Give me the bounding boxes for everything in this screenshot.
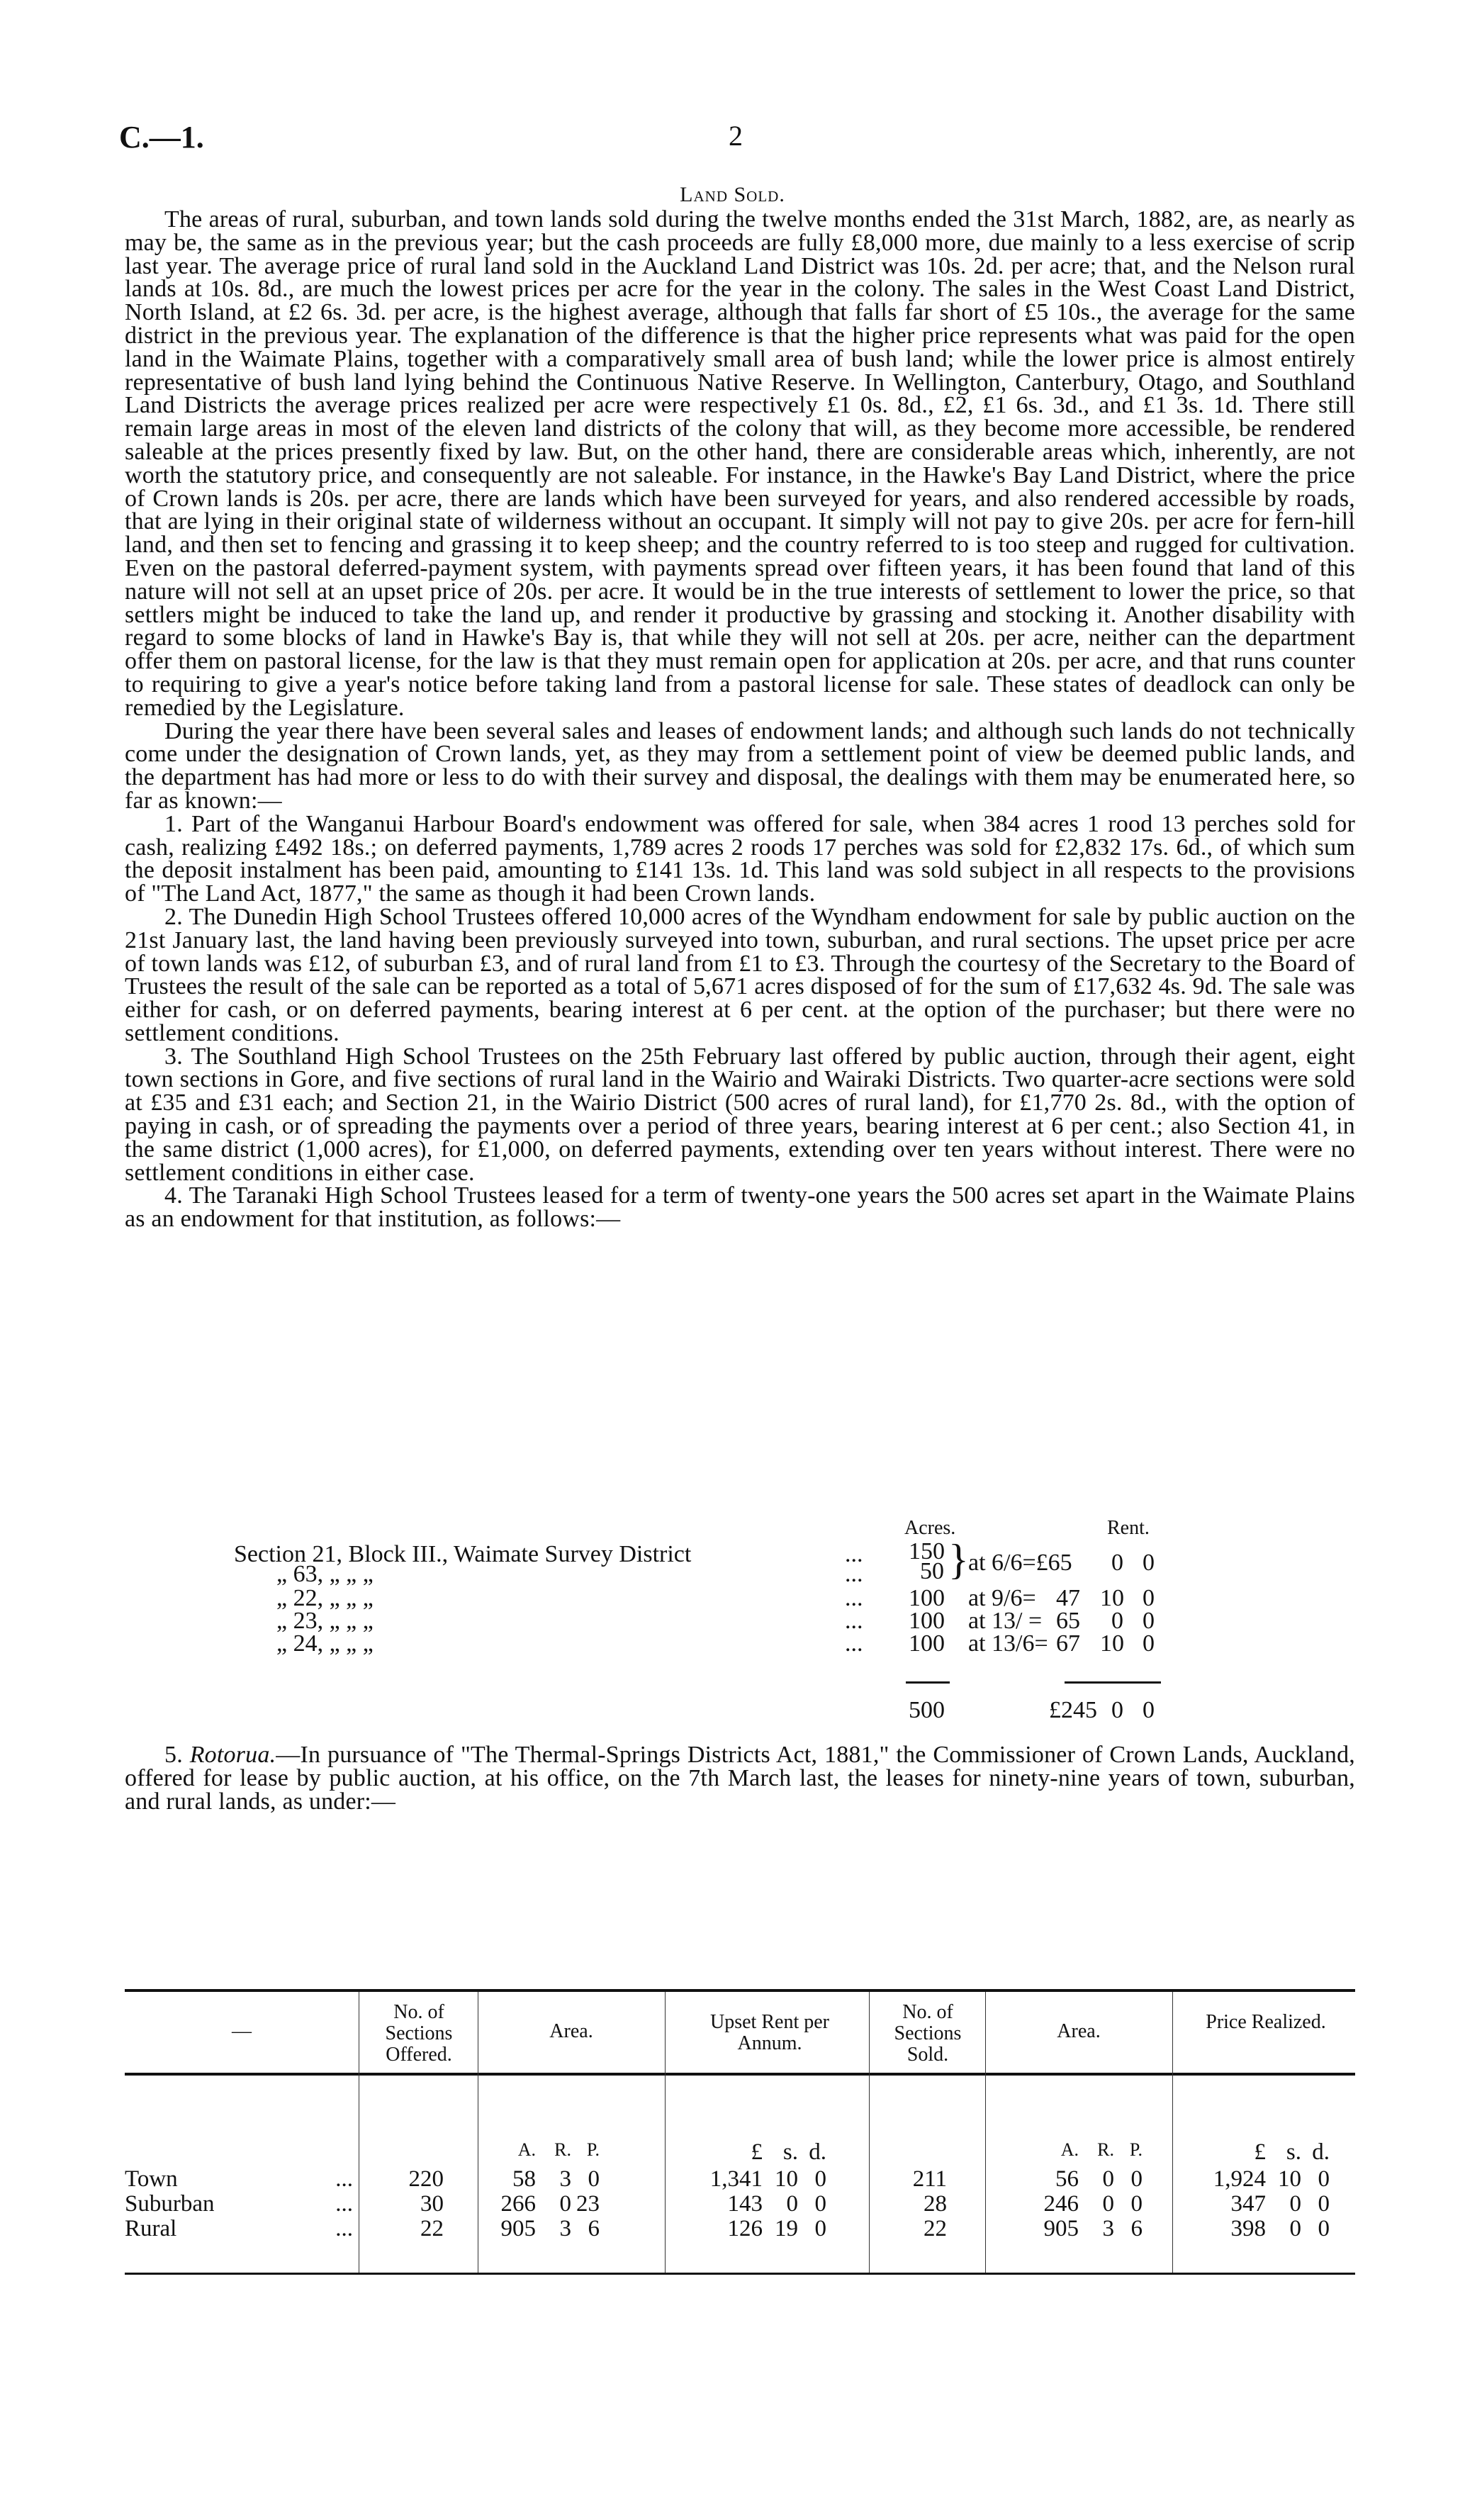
rent-value: 0	[814, 2216, 826, 2241]
acres-value: 100	[909, 1608, 945, 1634]
acres-header: Acres.	[904, 1517, 956, 1539]
unit-label: A.	[517, 2139, 536, 2160]
sold-area-value: 0	[1102, 2166, 1114, 2192]
total-pence: 0	[1143, 1697, 1155, 1723]
sections-offered: 30	[420, 2191, 444, 2217]
price-value: 10	[1278, 2166, 1301, 2192]
leader-dots: ...	[845, 1608, 863, 1634]
brace: }	[948, 1536, 969, 1583]
sections-sold: 211	[912, 2166, 947, 2192]
sections-sold: 28	[924, 2191, 947, 2217]
area-value: 0	[559, 2191, 571, 2217]
column-divider	[665, 1992, 666, 2273]
rent-value: 10	[775, 2166, 798, 2192]
item-dunedin: 2. The Dunedin High School Trustees offered 10,000 acres of the Wyndham endowment for sale by public auction on the 21st January last, the land having been previously surveyed into town, suburban, and rural sections. The upset price per acre of town lands was £12, of suburban £3, and of rural land from £1 to £3. Through the courtesy of the Secretary to the Board of Trustees the result of the sale can be reported as a total of 5,671 acres disposed of for the sum of £17,632 4s. 9d. The sale was either for cash, or on deferred payments, bearing interest at 6 per cent. at the option of the purchaser; but there were no settlement conditions.	[125, 903, 1355, 1046]
total-pounds: £245	[1049, 1697, 1097, 1723]
row-label: Rural	[125, 2216, 177, 2241]
rate: at 13/ =	[968, 1608, 1043, 1634]
header-rule	[125, 2073, 1355, 2076]
total-acres: 500	[909, 1697, 945, 1723]
unit-label: £	[751, 2139, 763, 2165]
sections-sold: 22	[924, 2216, 947, 2241]
paragraph-land-sold: The areas of rural, suburban, and town lands sold during the twelve months ended the 31st March, 1882, are, as nearly as may be, the same as in the previous year; but the cash proceeds are fully £8,000 more, due mainly to a less exercise of scrip last year. The average price of rural land sold in the Auckland Land District was 10s. 2d. per acre; that, and the Nelson rural lands at 10s. 8d., are much the lowest prices per acre for the year in the colony. The sales in the West Coast Land District, North Island, at £2 6s. 3d. per acre, is the highest average, although that falls far short of £5 10s., the average for the same district in the previous year. The explanation of the difference is that the higher price represents what was paid for the open land in the Waimate Plains, together with a comparatively small area of bush land; while the lower price is almost entirely representative of bush land lying behind the Continuous Native Reserve. In Wellington, Canterbury, Otago, and Southland Land Districts the average prices realized per acre were respectively £1 0s. 8d., £2, £1 6s. 3d., and £1 3s. 1d. There still remain large areas in most of the eleven land districts of the colony that will, as they become more accessible, be rendered saleable at the prices presently fixed by law. But, on the other hand, there are considerable areas which, inherently, are not worth the statutory price, and consequently are not saleable. For instance, in the Hawke's Bay Land District, where the price of Crown lands is 20s. per acre, there are lands which have been surveyed for years, and also rendered accessible by roads, that are lying in their original state of wilderness without an occupant. It simply will not pay to give 20s. per acre for fern-hill land, and then set to fencing and grassing it to keep sheep; and the country referred to is too steep and rugged for cultivation. Even on the pastoral deferred-payment system, with payments spread over fifteen years, it has been found that land of this nature will not sell at an upset price of 20s. per acre. It would be in the true interests of settlement to lower the price, so that settlers might be induced to take the land up, and render it productive by grassing and stocking it. Another disability with regard to some blocks of land in Hawke's Bay is, that while they will not sell at 20s. per acre, neither can the department offer them on pastoral license, for the law is that they must remain open for application at 20s. per acre, and that runs counter to requiring to give a year's notice before taking land from a pastoral license for sale. These states of deadlock can only be remedied by the Legislature.	[125, 206, 1355, 721]
rent-pence: 0	[1143, 1630, 1155, 1657]
sold-area-value: 56	[1055, 2166, 1079, 2192]
unit-label: A.	[1060, 2139, 1079, 2160]
item-text: —In pursuance of "The Thermal-Springs Districts Act, 1881," the Commissioner of Crown Lands, Auckland, offered for lease by public auction, at his office, on the 7th March last, the leases for ninety-nine years of town, suburban, and rural lands, as under:—	[125, 1742, 1355, 1815]
leader-dots: ...	[335, 2166, 353, 2192]
unit-label: £	[1254, 2139, 1266, 2165]
section-title: Land Sold.	[680, 183, 785, 206]
unit-label: P.	[1129, 2139, 1143, 2160]
rent-value: 1,341	[709, 2166, 763, 2192]
sections-offered: 220	[408, 2166, 444, 2192]
paragraph-endowment-lands: During the year there have been several sales and leases of endowment lands; and although such lands do not technically come under the designation of Crown lands, yet, as they may from a settlement point of view be deemed public lands, and the department has had more or less to do with their survey and disposal, the dealings with them may be enumerated here, so far as known:—	[125, 717, 1355, 814]
table-bottom-rule	[125, 2273, 1355, 2275]
body-text	[125, 208, 1355, 1231]
header-upset-rent: Upset Rent per Annum.	[710, 2011, 829, 2054]
area-value: 3	[559, 2166, 571, 2192]
sold-area-value: 6	[1130, 2216, 1143, 2241]
rent-value: 19	[775, 2216, 798, 2241]
unit-label: s.	[782, 2139, 798, 2165]
acres-value: 50	[920, 1558, 944, 1584]
sold-area-value: 905	[1043, 2216, 1079, 2241]
acres-value: 100	[909, 1585, 945, 1611]
header-sections-offered: No. of Sections Offered.	[385, 2001, 453, 2066]
leader-dots: ...	[335, 2191, 353, 2217]
price-value: 0	[1318, 2216, 1330, 2241]
rent-shillings: 10	[1100, 1630, 1124, 1657]
item-southland: 3. The Southland High School Trustees on the 25th February last offered by public auction, through their agent, eight town sections in Gore, and five sections of rural land in the Wairio and Wairaki Districts. Two quarter-acre sections were sold at £35 and £31 each; and Section 21, in the Wairio District (500 acres of rural land), for £1,770 2s. 8d., with the option of paying in cash, or of spreading the payments over a period of three years, bearing interest at 6 per cent.; also Section 41, in the same district (1,000 acres), for £1,000, on deferred payments, extending over ten years without interest. There were no settlement conditions in either case.	[125, 1043, 1355, 1186]
bracket-shillings: 0	[1111, 1550, 1123, 1576]
area-value: 905	[500, 2216, 536, 2241]
rent-pounds: 47	[1056, 1585, 1080, 1611]
header-blank: —	[232, 2020, 252, 2042]
acres-value: 150	[909, 1538, 945, 1564]
rent-pence: 0	[1143, 1608, 1155, 1634]
rate: at 9/6=	[968, 1585, 1036, 1611]
rent-shillings: 0	[1111, 1608, 1123, 1634]
price-value: 1,924	[1213, 2166, 1266, 2192]
lease-row-section: „ 22, „ „ „	[276, 1585, 374, 1611]
leader-dots: ...	[335, 2216, 353, 2241]
item-number: 5.	[164, 1742, 190, 1768]
price-value: 398	[1230, 2216, 1266, 2241]
rent-value: 0	[814, 2166, 826, 2192]
price-value: 347	[1230, 2191, 1266, 2217]
lease-row-section: „ 24, „ „ „	[276, 1630, 374, 1657]
item-rotorua	[125, 1744, 1355, 1813]
column-divider	[869, 1992, 870, 2273]
leader-dots: ...	[845, 1630, 863, 1657]
bracket-rate: at 6/6=£65	[968, 1550, 1072, 1576]
price-value: 0	[1289, 2191, 1301, 2217]
rent-header: Rent.	[1107, 1517, 1150, 1539]
doc-reference: C.—1.	[119, 120, 204, 155]
unit-label: s.	[1286, 2139, 1301, 2165]
sold-area-value: 0	[1102, 2191, 1114, 2217]
area-value: 23	[576, 2191, 600, 2217]
total-rule	[1065, 1681, 1161, 1684]
column-divider	[1172, 1992, 1173, 2273]
sections-offered: 22	[420, 2216, 444, 2241]
price-value: 0	[1318, 2166, 1330, 2192]
sold-area-value: 0	[1130, 2166, 1143, 2192]
item-taranaki: 4. The Taranaki High School Trustees leased for a term of twenty-one years the 500 acres set apart in the Waimate Plains as an endowment for that institution, as follows:—	[125, 1182, 1355, 1233]
unit-label: R.	[1097, 2139, 1114, 2160]
lease-row-section: „ 23, „ „ „	[276, 1608, 374, 1634]
row-label: Suburban	[125, 2191, 215, 2217]
total-shillings: 0	[1111, 1697, 1123, 1723]
leader-dots: ...	[845, 1585, 863, 1611]
area-value: 0	[588, 2166, 600, 2192]
sold-area-value: 246	[1043, 2191, 1079, 2217]
item-wanganui: 1. Part of the Wanganui Harbour Board's endowment was offered for sale, when 384 acres 1 rood 13 perches sold for cash, realizing £492 18s.; on deferred payments, 1,789 acres 2 roods 17 perches was sold for £2,832 17s. 6d., of which sum the deposit instalment has been paid, amounting to £141 13s. 1d. This land was sold subject in all respects to the provisions of "The Land Act, 1877," the same as though it had been Crown lands.	[125, 810, 1355, 907]
header-price-realized: Price Realized.	[1206, 2011, 1326, 2033]
rent-pounds: 65	[1056, 1608, 1080, 1634]
bracket-pence: 0	[1143, 1550, 1155, 1576]
header-area-sold: Area.	[1057, 2020, 1101, 2042]
area-value: 266	[500, 2191, 536, 2217]
sold-area-value: 3	[1102, 2216, 1114, 2241]
price-value: 0	[1318, 2191, 1330, 2217]
rent-value: 143	[727, 2191, 763, 2217]
unit-label: d.	[809, 2139, 826, 2165]
rent-shillings: 10	[1100, 1585, 1124, 1611]
rate: at 13/6=	[968, 1630, 1048, 1657]
item-title: Rotorua.	[189, 1742, 276, 1768]
leader-dots: ...	[845, 1541, 863, 1567]
row-label: Town	[125, 2166, 178, 2192]
rent-value: 0	[786, 2191, 798, 2217]
rent-value: 0	[814, 2191, 826, 2217]
price-value: 0	[1289, 2216, 1301, 2241]
area-value: 3	[559, 2216, 571, 2241]
lease-row-section: Section 21, Block III., Waimate Survey District	[234, 1541, 692, 1567]
header-area: Area.	[549, 2020, 593, 2042]
unit-label: d.	[1312, 2139, 1330, 2165]
total-rule	[906, 1681, 950, 1684]
sold-area-value: 0	[1130, 2191, 1143, 2217]
rent-pounds: 67	[1056, 1630, 1080, 1657]
unit-label: R.	[554, 2139, 571, 2160]
area-value: 58	[512, 2166, 536, 2192]
area-value: 6	[588, 2216, 600, 2241]
lease-row-section: „ 63, „ „ „	[276, 1561, 374, 1587]
table-top-rule	[125, 1989, 1355, 1992]
unit-label: P.	[586, 2139, 600, 2160]
acres-value: 100	[909, 1630, 945, 1657]
header-sections-sold: No. of Sections Sold.	[894, 2001, 962, 2066]
page-number: 2	[729, 120, 743, 152]
rent-pence: 0	[1143, 1585, 1155, 1611]
leader-dots: ...	[845, 1561, 863, 1587]
rent-value: 126	[727, 2216, 763, 2241]
